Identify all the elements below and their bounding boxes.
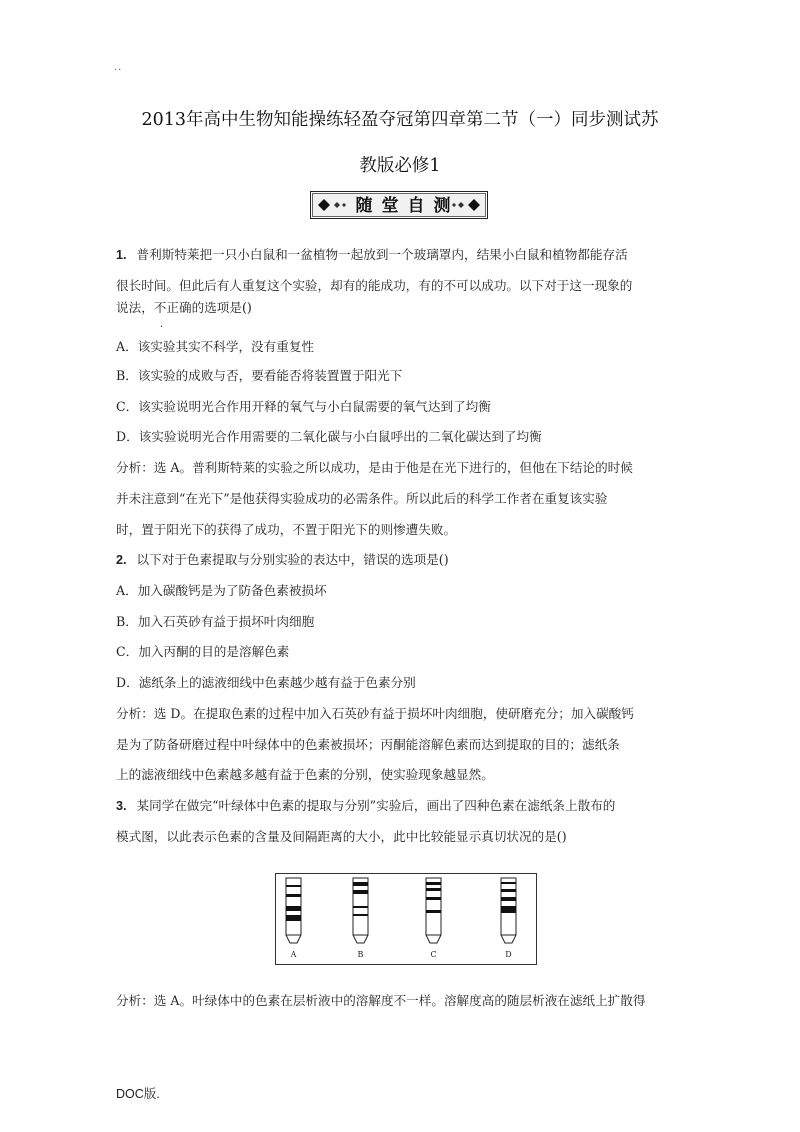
q2-analysis-line-3: 上的滤液细线中色素越多越有益于色素的分别，使实验现象越显然。 — [116, 767, 494, 782]
q1-analysis-line-3: 时，置于阳光下的获得了成功，不置于阳光下的则惨遭失败。 — [116, 522, 457, 537]
q2-stem-text: 以下对于色素提取与分别实验的表达中，错误的选项是() — [136, 552, 449, 567]
strip-a-label: A — [290, 950, 297, 959]
section-banner — [310, 191, 488, 219]
page-title-line-1: 2013年高中生物知能操练轻盈夺冠第四章第二节（一）同步测试苏 — [141, 110, 659, 130]
banner-char-3: 自 — [407, 196, 425, 216]
q3-stem-line-1 — [116, 797, 615, 815]
q1-stem-text-1: 普利斯特莱把一只小白鼠和一盆植物一起放到一个玻璃罩内，结果小白鼠和植物都能存活 — [136, 247, 628, 262]
q2-option-c: C．加入丙酮的目的是溶解色素 — [116, 644, 290, 659]
q1-option-c: C．该实验说明光合作用开释的氧气与小白鼠需要的氧气达到了均衡 — [116, 399, 491, 414]
q1-analysis-line-1: 分析：选 A。普利斯特莱的实验之所以成功，是由于他是在光下进行的，但他在下结论的时候 — [116, 460, 633, 475]
q2-number: 2. — [116, 553, 127, 567]
q2-analysis-line-2: 是为了防备研磨过程中叶绿体中的色素被损坏；丙酮能溶解色素而达到提取的目的；滤纸条 — [116, 737, 620, 752]
chromatography-strips-figure — [275, 873, 537, 965]
header-mark: .. — [114, 62, 123, 73]
strip-d-label: D — [505, 950, 512, 959]
page-title-line-2: 教版必修1 — [359, 156, 441, 176]
q3-number: 3. — [116, 799, 127, 813]
q3-stem-text-1: 某同学在做完“叶绿体中色素的提取与分别”实验后，画出了四种色素在滤纸条上散布的 — [136, 798, 616, 813]
q1-stem-line-2: 很长时间。但此后有人重复这个实验，却有的能成功，有的不可以成功。以下对于这一现象的 — [116, 278, 633, 293]
q1-option-b: B．该实验的成败与否，要看能否将装置置于阳光下 — [116, 368, 403, 383]
banner-char-4: 测 — [433, 196, 451, 216]
q1-option-d: D．该实验说明光合作用需要的二氧化碳与小白鼠呼出的二氧化碳达到了均衡 — [116, 429, 542, 444]
banner-char-2: 堂 — [381, 196, 399, 216]
banner-char-1: 随 — [355, 196, 373, 216]
q2-stem — [116, 551, 449, 569]
q2-option-a: A．加入碳酸钙是为了防备色素被损坏 — [116, 583, 327, 598]
q2-analysis-line-1: 分析：选 D。在提取色素的过程中加入石英砂有益于损坏叶肉细胞，使研磨充分；加入碳酸钙 — [116, 706, 634, 721]
q2-option-d: D．滤纸条上的滤液细线中色素越少越有益于色素分别 — [116, 675, 416, 690]
q1-analysis-line-2: 并未注意到“在光下”是他获得实验成功的必需条件。所以此后的科学工作者在重复该实验 — [116, 491, 608, 506]
q3-analysis-line-1: 分析：选 A。叶绿体中的色素在层析液中的溶解度不一样。溶解度高的随层析液在滤纸上扩散得 — [116, 993, 646, 1008]
q1-stem-line-1 — [116, 246, 628, 264]
q2-option-b: B．加入石英砂有益于损坏叶肉细胞 — [116, 614, 315, 629]
q1-number: 1. — [116, 248, 127, 262]
q1-dot-mark: · — [160, 322, 164, 333]
strip-c-label: C — [430, 950, 437, 959]
strip-b-label: B — [357, 950, 364, 959]
footer-label: DOC版. — [116, 1087, 160, 1101]
q3-stem-line-2: 模式图，以此表示色素的含量及间隔距离的大小，此中比较能显示真切状况的是() — [116, 829, 567, 844]
q1-stem-line-3: 说法，不正确的选项是() — [116, 300, 252, 315]
q1-option-a: A．该实验其实不科学，没有重复性 — [116, 339, 315, 354]
